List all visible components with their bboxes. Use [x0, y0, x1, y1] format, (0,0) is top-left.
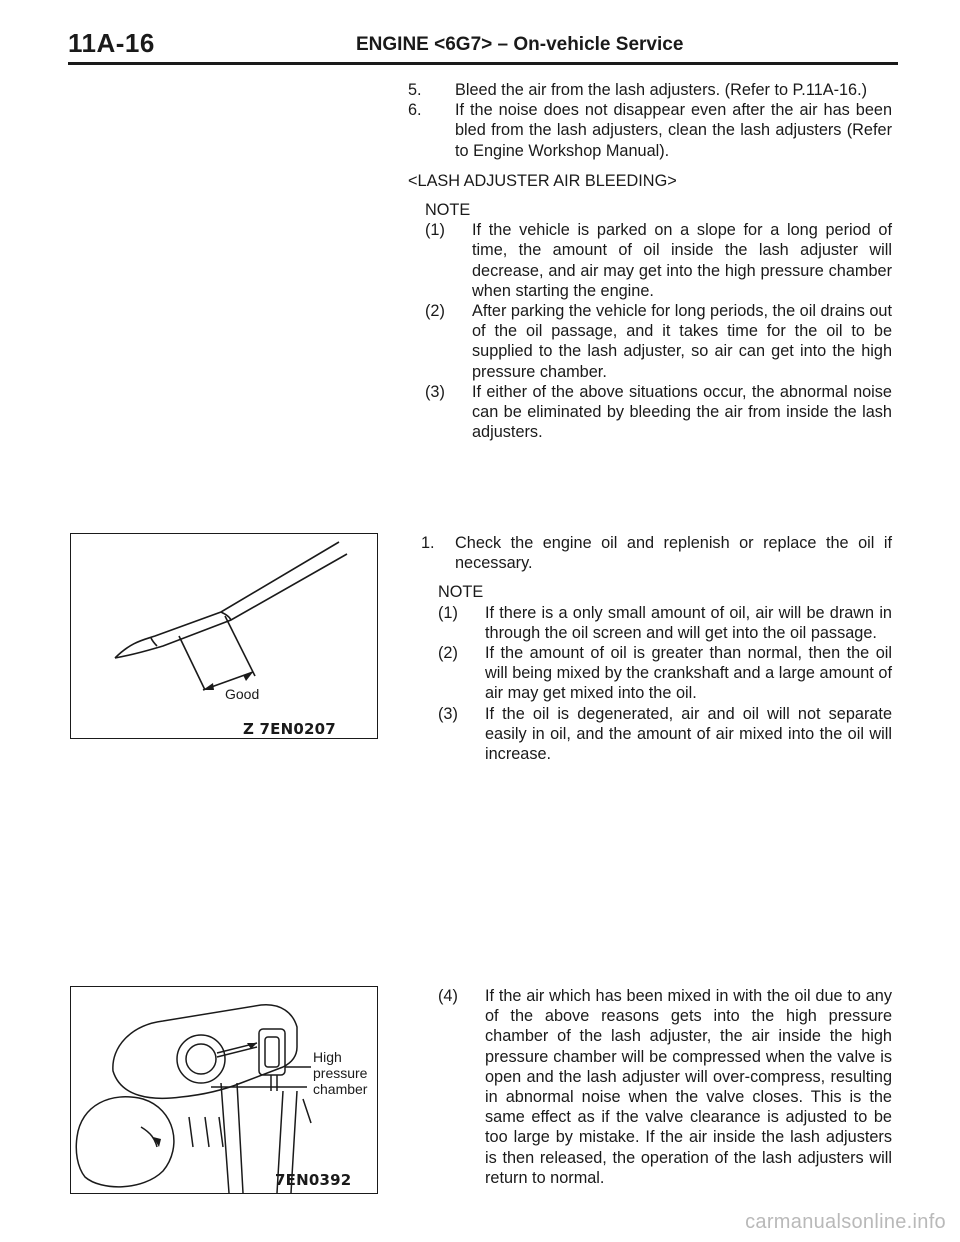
figure-lash-adjuster	[70, 986, 378, 1194]
note-number: (2)	[425, 302, 445, 321]
note-text: If the amount of oil is greater than normal, then the oil will being mixed by the crankshaft and a large amount of air may get mixed into the oil.	[485, 644, 892, 703]
step-number: 1.	[421, 534, 435, 552]
step-item	[408, 100, 892, 161]
note-item	[425, 382, 892, 443]
section-air-compression	[438, 986, 892, 1188]
note-block	[408, 200, 892, 442]
note-text: After parking the vehicle for long periods, the oil drains out of the oil passage, and it takes time for the oil to be supplied to the lash adjuster, so air can get into the high pressure chamber.	[472, 302, 892, 381]
page-header	[68, 28, 898, 62]
step-text: Check the engine oil and replenish or replace the oil if necessary.	[455, 534, 892, 573]
note-text: If the air which has been mixed in with the oil due to any of the above reasons gets into the high pressure chamber of the lash adjuster, the air inside the high pressure chamber will be compressed when the valve is open and the lash adjuster will over-compress, resulting in abnormal noise when the valve closes. This is the same effect as if the valve clearance is adjusted to be too large by mistake. If the air inside the lash adjusters is then released, the operation of the lash adjusters will return to normal.	[485, 987, 892, 1187]
note-item	[425, 220, 892, 301]
page-title: ENGINE <6G7> – On-vehicle Service	[356, 34, 684, 55]
section-heading: <LASH ADJUSTER AIR BLEEDING>	[408, 171, 677, 190]
note-text: If the vehicle is parked on a slope for a long period of time, the amount of oil inside the lash adjuster will decrease, and air may get into the high pressure chamber when starting the engine.	[472, 221, 892, 300]
step-item	[408, 80, 892, 100]
label-line: High	[313, 1049, 342, 1065]
note-item	[438, 704, 892, 765]
note-number: (2)	[438, 644, 458, 663]
page-number: 11A-16	[68, 28, 155, 58]
section-check-oil	[421, 533, 892, 764]
note-number: (1)	[425, 221, 445, 240]
note-number: (3)	[425, 382, 445, 401]
section-bleed-air	[408, 80, 892, 442]
note-item	[438, 643, 892, 704]
note-text: If there is a only small amount of oil, air will be drawn in through the oil screen and will get into the oil passage.	[485, 603, 892, 642]
note-text: If the oil is degenerated, air and oil will not separate easily in oil, and the amount of air mixed into the oil will increase.	[485, 704, 892, 764]
good-label: Good	[225, 686, 260, 702]
note-item	[425, 301, 892, 382]
note-label: NOTE	[425, 201, 471, 220]
figure-code: 7EN0392	[275, 1171, 352, 1189]
note-number: (3)	[438, 704, 458, 723]
step-number: 5.	[408, 81, 422, 99]
dipstick-illustration	[71, 534, 377, 738]
note-item	[438, 986, 892, 1188]
watermark: carmanualsonline.info	[745, 1211, 946, 1233]
header-rule	[68, 62, 898, 65]
label-line: pressure	[313, 1065, 368, 1081]
step-text: If the noise does not disappear even after the air has been bled from the lash adjusters, clean the lash adjusters (Refer to Engine Workshop Manual).	[455, 101, 892, 160]
figure-dipstick	[70, 533, 378, 739]
note-block	[421, 582, 892, 764]
note-number: (1)	[438, 603, 458, 622]
step-number: 6.	[408, 101, 422, 120]
high-pressure-chamber-label	[313, 1049, 367, 1097]
note-number: (4)	[438, 987, 458, 1005]
step-text: Bleed the air from the lash adjusters. (Refer to P.11A-16.)	[455, 81, 868, 99]
note-label: NOTE	[438, 583, 484, 602]
note-text: If either of the above situations occur, the abnormal noise can be eliminated by bleeding the air from inside the lash adjusters.	[472, 382, 892, 442]
label-line: chamber	[313, 1081, 368, 1097]
figure-code: Z 7EN0207	[243, 720, 336, 738]
step-item	[421, 533, 892, 573]
note-item	[438, 603, 892, 643]
